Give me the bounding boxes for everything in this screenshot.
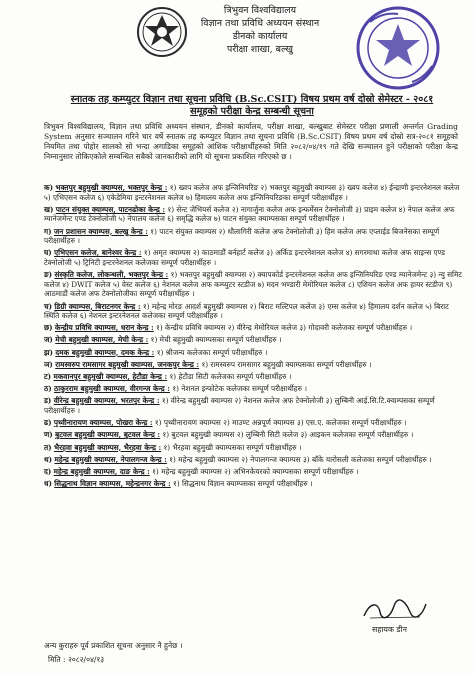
center-item: द) महेन्द्र बहुमुखी क्याम्पस, दाङ केन्द्र : १) महेन्द्र बहुमुखी क्याम्पस २) अभिनकेयरको क्याम्पसका सम्पूर्ण परीक्षार्थीहरु । bbox=[44, 466, 359, 476]
signer-title: सहायक डीन bbox=[372, 625, 407, 634]
center-item: घ) एभिएसन कलेज, बानेश्वर केन्द्र : १) अमृत क्याम्पस २) काठमाडौं बर्नहार्ट कलेज ३) अर्किड इन्टरनेशनल कलेज ४) सगरमाथा कलेज अफ साइन्स एण्ड टेक्नोलोजी ५) ट्रिनिटी इन्टरनेशनल कलेजका सम्पूर्ण परीक्षार्थीहरु । bbox=[44, 248, 446, 267]
closing-note: अन्य कुराहरु पूर्व प्रकाशित सूचना अनुसार नै हुनेछ । bbox=[44, 641, 183, 650]
institute-name: विज्ञान तथा प्रविधि अध्ययन संस्थान bbox=[200, 18, 320, 29]
notice-date: मिति : २०८२/०४/१३ bbox=[48, 655, 105, 664]
center-item: क) भक्तपुर बहुमुखी क्याम्पस, भक्तपुर केन्द्र : १) ख्वप कलेज अफ इन्जिनियरिङ २) भक्तपुर बहुमुखी क्याम्पस ३) ख्वप कलेज ४) ईन्द्राणी इन्टरनेशनल कलेज ५) एभिएसन कलेज ६) एकेडेमिया इन्टरनेशनल कलेज ७) हिमालय कलेज अफ इन्जिनियरिङका सम्पूर्ण परीक्षार्थीहरु । bbox=[44, 183, 460, 202]
office-name: डीनको कार्यालय bbox=[232, 31, 288, 42]
center-item: थ) महेन्द्र बहुमुखी क्याम्पस, नेपालगन्ज केन्द्र : १) महेन्द्र बहुमुखी क्याम्पस २) नेपालगन्ज क्याम्पस ३) बाँके यारोसली कलेजका सम्पूर्ण परीक्षार्थीहरु । bbox=[44, 454, 432, 464]
center-item: ढ) पृथ्वीनारायण क्याम्पस, पोखरा केन्द्र : १) पृथ्वीनारायण क्याम्पस २) माउण्ट अन्नपूर्ण क्याम्पस ३) एस.ए. कलेजका सम्पूर्ण परीक्षार्थीहरु । bbox=[44, 418, 407, 428]
center-item: च) डिग्री क्याम्पस, बिराटनगर केन्द्र : १) महेन्द्र मोरङ आदर्श बहुमुखी क्याम्पस २) बिराट मल्टिपल कलेज ३) एम्स कलेज ४) हिमालय दर्शन कलेज ५) बिराट स्थिति कलेज ६) नेशनल इन्टरनेशनल कलेजका सम्पूर्ण परीक्षार्थीहरु । bbox=[44, 301, 449, 321]
office-stamp bbox=[352, 2, 444, 94]
center-item: ग) जन प्रशासन क्याम्पस, बल्खु केन्द्र : १) पाटन संयुक्त क्याम्पस २) धौलागिरी कलेज अफ टेक्नोलोजी ३) हिम कलेज अफ एप्लाईड बिजनेसका सम्पूर्ण परीक्षार्थीहरु । bbox=[44, 226, 440, 246]
center-item: झ) दमक बहुमुखी क्याम्पस, दमक केन्द्र : १) श्रीजन्य कलेजका सम्पूर्ण परीक्षार्थीहरु । bbox=[44, 347, 268, 357]
center-item: ख) पाटन संयुक्त क्याम्पस, पाटनढोका केन्द्र : १) सेन्ट जेभियर्स कलेज २) नागार्जुना कलेज अफ इन्फर्मेसन टेक्नोलोजी ३) प्राइम कलेज ४) नेपाल कलेज अफ म्यानेजमेन्ट एण्ड टेक्नोलोजी ५) नेपालय कलेज ६) समृद्धि कलेज ७) पाटन संयुक्त क्याम्पसका सम्पूर्ण परीक्षार्थीहरु । bbox=[44, 204, 455, 224]
center-item: ड) वीरेन्द्र बहुमुखी क्याम्पस, भरतपुर केन्द्र : १) वीरेन्द्र बहुमुखी क्याम्पस २) नेशनल कलेज अफ टेक्नोलोजी ३) लुम्बिनी आई.सि.टि.क्याम्पसका सम्पूर्ण परीक्षार्थीहरु । bbox=[44, 396, 435, 415]
subject-line-1: स्नातक तह कम्प्युटर विज्ञान तथा सूचना प्रविधि (B.Sc.CSIT) विषय प्रथम वर्ष दोस्रो सेमेस्टर - २०८१ bbox=[70, 94, 434, 105]
university-logo bbox=[136, 6, 188, 58]
notice-subject bbox=[42, 94, 462, 118]
center-item: त) भैरहवा बहुमुखी क्याम्पस, भैरहवा केन्द्र : १) भैरहवा बहुमुखी क्याम्पसका सम्पूर्ण परीक्षार्थीहरु । bbox=[44, 442, 302, 452]
center-item: ठ) ठाकुरराम बहुमुखी क्याम्पस, वीरगन्ज केन्द्र : १) नेशनल इन्फोटेक कलेजका सम्पूर्ण परीक्षार्थीहरु । bbox=[44, 384, 308, 394]
signature bbox=[360, 598, 430, 622]
center-item: ज) मेची बहुमुखी क्याम्पस, मेची केन्द्र : १) मेची बहुमुखी क्याम्पसका सम्पूर्ण परीक्षार्थीहरु । bbox=[44, 335, 282, 345]
center-item: ण) बुटवल बहुमुखी क्याम्पस, बुटवल केन्द्र : १) बुटवल बहुमुखी क्याम्पस २) लुम्बिनी सिटी कलेज ३) आइकन कलेजका सम्पूर्ण परीक्षार्थीहरु । bbox=[44, 430, 414, 440]
university-name: त्रिभुवन विश्वविद्यालय bbox=[223, 5, 297, 16]
office-header bbox=[190, 4, 330, 56]
notice-intro: त्रिभुवन विश्वविद्यालय, विज्ञान तथा प्रविधि अध्ययन संस्थान, डीनको कार्यालय, परीक्षा शाखा, बल्खुबाट सेमेस्टर परीक्षा प्रणाली अन्तर्गत Grading System अनुसार सञ्चालन गरिने चार वर्षे स्नातक तह कम्प्युटर विज्ञान तथा सूचना प्रविधि (B.Sc.CSIT) विषय प्रथम वर्ष दोस्रो सत्र-२०८१ समूहको नियमित तथा पोहोर सालको सो भन्दा अगाडिका समूहको आंशिक परीक्षार्थीहरुको मिति २०८२/०४/१९ गते देखि सञ्चालन हुने परीक्षाको परीक्षा केन्द्र निम्नानुसार तोकिएकोले सम्बन्धित सबैको जानकारीको लागि यो सूचना प्रकाशित गरिएको छ । bbox=[44, 122, 458, 161]
exam-center-list bbox=[44, 183, 464, 491]
center-item: ङ) संस्कृति कलेज, लोकन्थली, भक्तपुर केन्द्र : १) भक्तपुर बहुमुखी क्याम्पस २) क्यापकोर्ड इन्टरनेशनल कलेज अफ इन्जिनियरिङ एण्ड म्यानेजमेन्ट ३) न्यु समिट कलेज ४) DWIT कलेज ५) वेस्ट कलेज ६) नेशनल कलेज अफ कम्प्युटर स्टडीज ७) मदन भण्डारी मेमोरियल कलेज ८) एशियन कलेज अफ हायर स्टडीज ९) आठमाडौं कलेज अफ टेक्नोलोजीका सम्पूर्ण परीक्षार्थीहरु । bbox=[44, 270, 462, 299]
center-item: ट) मकवानपुर बहुमुखी क्याम्पस, हेटौडा केन्द्र : १) हेटौडा सिटी कलेजका सम्पूर्ण परीक्षार्थीहरु । bbox=[44, 372, 292, 382]
subject-line-2: समूहको परीक्षा केन्द्र सम्बन्धी सूचना bbox=[190, 106, 314, 117]
center-item: ध) सिद्धनाथ विज्ञान क्याम्पस, महेन्द्रनगर केन्द्र : १) सिद्धनाथ विज्ञान क्याम्पसका सम्पूर्ण परीक्षार्थीहरु । bbox=[44, 479, 313, 489]
section-name: परीक्षा शाखा, बल्खु bbox=[227, 44, 293, 55]
center-item: ञ) रामस्वरुप रामसागर बहुमुखी क्याम्पस, जनकपुर केन्द्र : १) रामस्वरुप रामसागर बहुमुखी क्याम्पसका सम्पूर्ण परीक्षार्थीहरु । bbox=[44, 359, 372, 369]
center-item: छ) केन्द्रीय प्रविधि क्याम्पस, धरान केन्द्र : १) केन्द्रीय प्रविधि क्याम्पस २) वीरेन्द्र मेमोरियल कलेज ३) गोदावरी कलेजका सम्पूर्ण परीक्षार्थीहरु । bbox=[44, 323, 413, 333]
